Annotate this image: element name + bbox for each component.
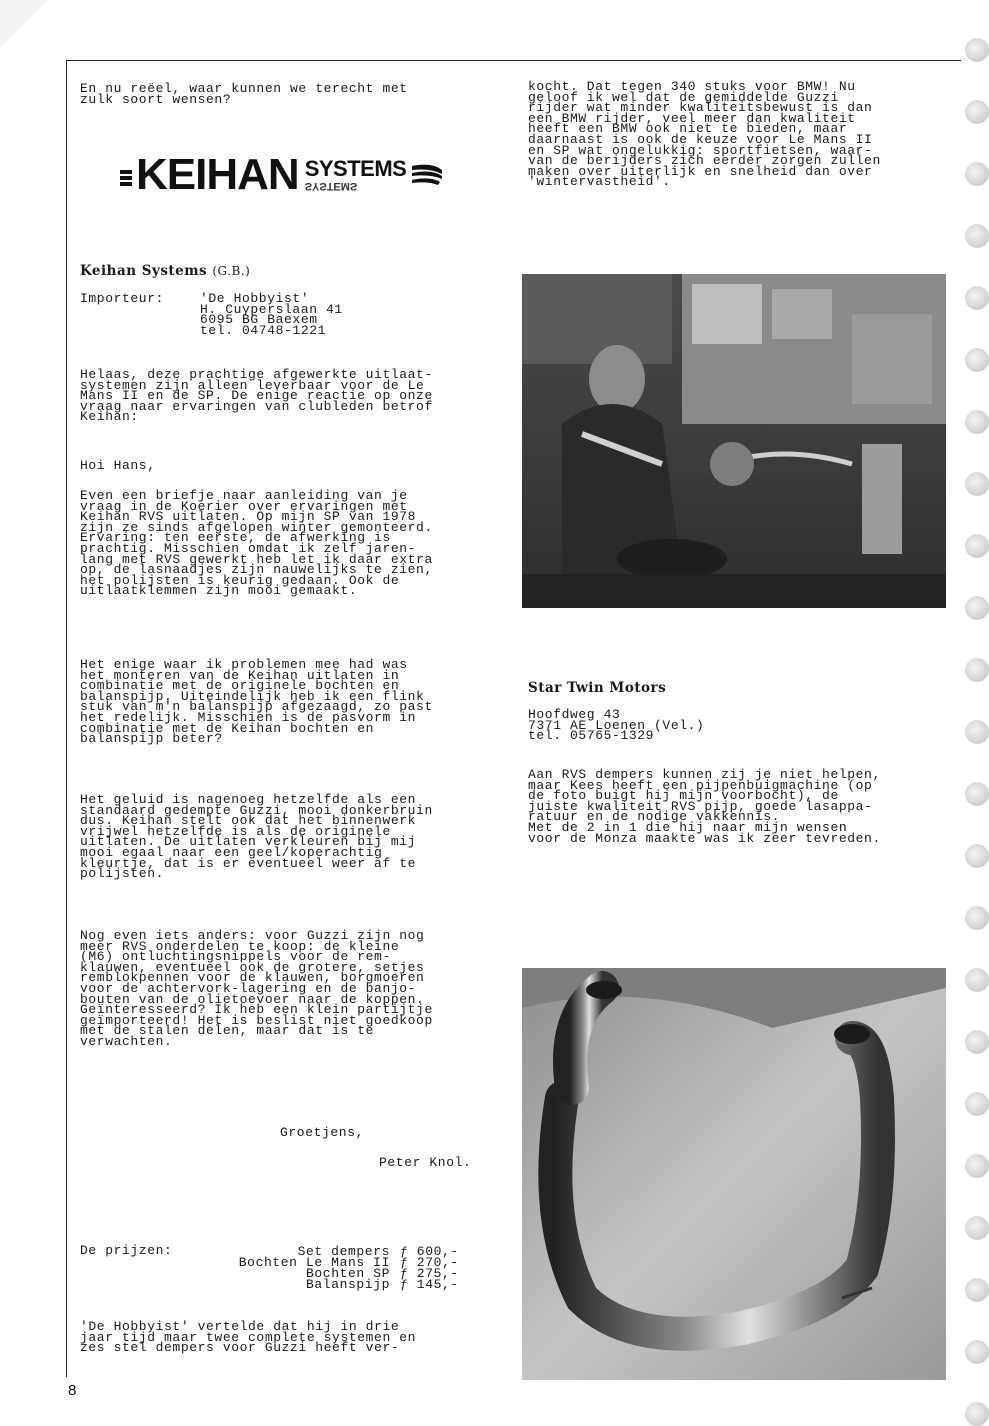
hobbyist-note: 'De Hobbyist' vertelde dat hij in drie jaar tijd maar twee complete systemen en zes stel dempers voor Guzzi heeft ver-	[80, 1319, 417, 1356]
logo-bars-icon	[120, 170, 132, 186]
page-number: 8	[68, 1382, 77, 1399]
workshop-photo-image	[522, 274, 946, 608]
logo-swoosh-icon	[412, 160, 444, 190]
price-label: De prijzen:	[80, 1243, 173, 1258]
continued-text: kocht. Dat tegen 340 stuks voor BMW! Nu geloof ik wel dat de gemiddelde Guzzi rijder wat minder kwaliteitsbewust is dan een BMW rijder, veel meer dan kwaliteit heeft een BMW ook niet te bieden, maar daarnaast is ook de keuze voor Le Mans II en SP wat ongelukkig: sportfietsen, waar- van de berijders zich eerder zorgen zullen maken over uiterlijk en snelheid dan over 'wintervastheid'.	[528, 79, 881, 190]
binder-ring-icon	[965, 1340, 989, 1364]
binder-ring-icon	[965, 286, 989, 310]
startwin-text: Aan RVS dempers kunnen zij je niet helpen, maar Kees heeft een pijpenbuigmachine (op de foto buigt hij mijn voorbocht), de juiste kwaliteit RVS pijp, goede lasappa- ratuur en de nodige vakkennis. Met de 2 in 1 die hij naar mijn wensen voor de Monza maakte was ik zeer tevreden.	[528, 767, 881, 846]
binder-ring-icon	[965, 596, 989, 620]
exhaust-pipe-photo	[522, 968, 946, 1380]
letter-greeting: Hoi Hans,	[80, 458, 156, 473]
binder-ring-icon	[965, 720, 989, 744]
price-row	[200, 1279, 470, 1290]
startwin-heading: Star Twin Motors	[528, 680, 667, 696]
binder-ring-icon	[965, 906, 989, 930]
keihan-name: Keihan Systems	[80, 263, 208, 279]
price-item-value: ƒ 275,-	[400, 1266, 459, 1281]
keihan-country: (G.B.)	[212, 264, 251, 278]
binder-ring-icon	[965, 968, 989, 992]
binder-ring-icon	[965, 348, 989, 372]
letter-closing: Groetjens,	[280, 1125, 365, 1140]
startwin-address: Hoofdweg 43 7371 AE Loenen (Vel.) tel. 05765-1329	[528, 707, 705, 744]
price-rows	[200, 1246, 470, 1290]
letter-paragraph-2: Het enige waar ik problemen mee had was het monteren van de Keihan uitlaten in combinatie met de originele bochten en balanspijp. Uiteindelijk heb ik een flink stuk van m'n balanspijp afgezaagd, zo past het redelijk. Misschien is de pasvorm in combinatie met de Keihan bochten en balanspijp beter?	[80, 657, 433, 747]
binder-ring-icon	[965, 1154, 989, 1178]
workshop-photo	[522, 274, 946, 608]
logo-systems-reflection: SYSTEMS	[304, 180, 358, 192]
binder-ring-icon	[965, 1216, 989, 1240]
importer-label: Importeur:	[80, 291, 165, 306]
keihan-heading	[80, 263, 250, 279]
price-item-name: Set dempers	[297, 1244, 390, 1259]
binder-spine	[961, 0, 989, 1404]
binder-ring-icon	[965, 472, 989, 496]
binder-ring-icon	[965, 782, 989, 806]
binder-ring-icon	[965, 844, 989, 868]
exhaust-pipe-photo-image	[522, 968, 946, 1380]
binder-ring-icon	[965, 1278, 989, 1302]
logo-systems	[305, 158, 407, 192]
importer-address: 'De Hobbyist' H. Cuyperslaan 41 6095 BG Baexem tel. 04748-1221	[200, 291, 343, 338]
binder-ring-icon	[965, 38, 989, 62]
binder-ring-icon	[965, 1030, 989, 1054]
letter-paragraph-1: Even een briefje naar aanleiding van je vraag in de Koerier over ervaringen met Keihan RVS uitlaten. Op mijn SP van 1978 zijn ze sinds afgelopen winter gemonteerd. Ervaring: ten eerste, de afwerking is prachtig. Misschien omdat ik zelf jaren- lang met RVS gewerkt heb let ik daar extra op, de lasnaadjes zijn nauwelijks te zien, het polijsten is keurig gedaan. Ook de uitlaatklemmen zijn mooi gemaakt.	[80, 488, 433, 599]
price-item-value: ƒ 145,-	[400, 1277, 459, 1292]
logo-systems-top: SYSTEMS	[304, 156, 407, 181]
intro-question: En nu reëel, waar kunnen we terecht met zulk soort wensen?	[80, 81, 408, 107]
price-item-name: Balanspijp	[305, 1277, 390, 1292]
binder-ring-icon	[965, 658, 989, 682]
letter-paragraph-3: Het geluid is nagenoeg hetzelfde als een standaard gedempte Guzzi, mooi donkerbruin dus. Keihan stelt ook dat het binnenwerk vrijwel hetzelfde is als de originele uitlaten. De uitlaten verkleuren bij mij mooi egaal naar een geel/koperachtig kleurtje, dat is er eventueel weer af te polijsten.	[80, 792, 433, 882]
binder-ring-icon	[965, 1402, 989, 1426]
binder-ring-icon	[965, 1092, 989, 1116]
binder-ring-icon	[965, 410, 989, 434]
price-item-value: ƒ 270,-	[400, 1255, 459, 1270]
binder-ring-icon	[965, 100, 989, 124]
price-item-value: ƒ 600,-	[400, 1244, 459, 1259]
page-fold-corner	[0, 0, 48, 48]
keihan-intro-text: Helaas, deze prachtige afgewerkte uitlaat- systemen zijn alleen leverbaar voor de Le Mans II en de SP. De enige reactie op onze vraag naar ervaringen van clubleden betrof Keihan:	[80, 367, 433, 425]
keihan-logo	[120, 150, 480, 200]
binder-ring-icon	[965, 224, 989, 248]
price-item-name: Bochten Le Mans II	[238, 1255, 390, 1270]
letter-paragraph-4: Nog even iets anders: voor Guzzi zijn nog meer RVS onderdelen te koop: de kleine (M6) ontluchtingsnippels voor de rem- klauwen, eventueel ook de grotere, setjes remblokpennen voor de klauwen, borgmoeren voor de achtervork-lagering en de banjo- bouten van de olietoevoer naar de koppen. Geïnteresseerd? Ik heb een klein partijtje geïmporteerd! Het is beslist niet goedkoop met de stalen delen, maar dat is te verwachten.	[80, 928, 433, 1049]
binder-ring-icon	[965, 162, 989, 186]
binder-ring-icon	[965, 534, 989, 558]
letter-signature: Peter Knol.	[379, 1155, 472, 1170]
logo-brand: KEIHAN	[136, 150, 299, 199]
price-item-name: Bochten SP	[305, 1266, 390, 1281]
